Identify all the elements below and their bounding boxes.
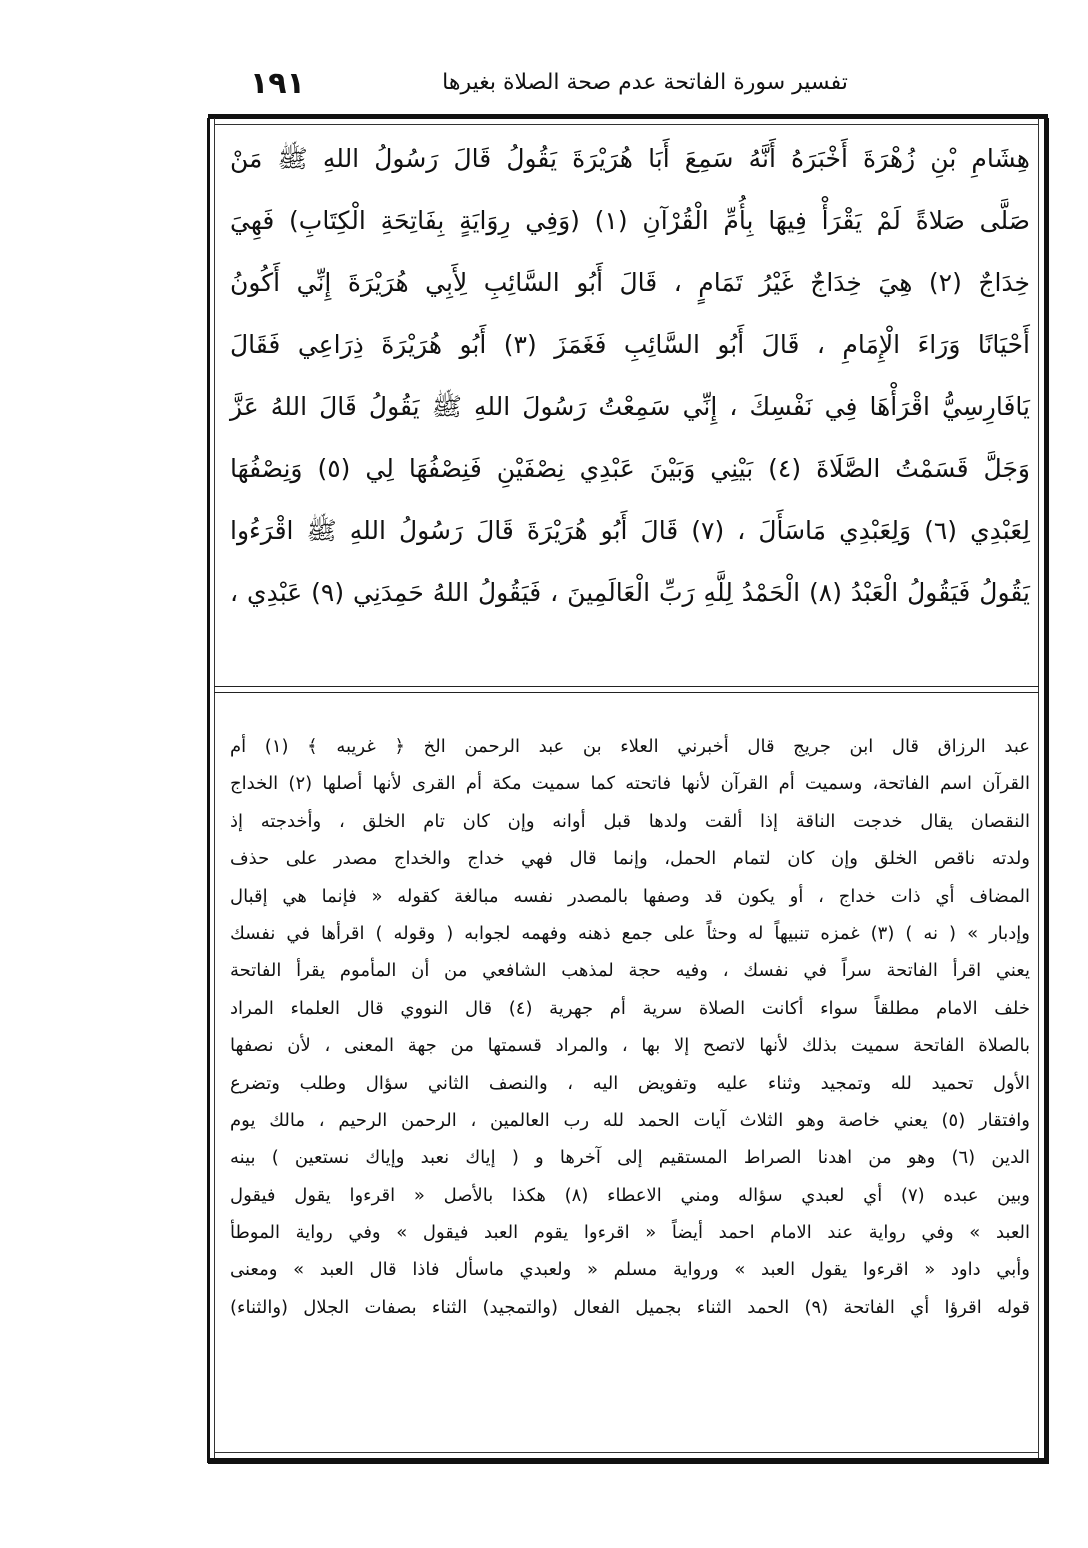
footnote-separator (214, 686, 1039, 687)
footnote-line: خلف الامام مطلقاً سواء أكانت الصلاة سرية أم جهرية (٤) قال النووي قال العلماء المراد (230, 997, 1030, 1019)
inner-top-rule (214, 124, 1039, 125)
text-line: أَحْيَانًا وَرَاءَ الْإِمَامِ ، قَالَ أَبُو السَّائِبِ فَغَمَزَ (٣) أَبُو هُرَيْرَةَ ذِرَاعِي فَقَالَ (230, 330, 1030, 359)
page-number: ١٩١ (250, 66, 305, 101)
text-line: صَلَّى صَلاةً لَمْ يَقْرَأْ فِيهَا بِأُمِّ الْقُرْآنِ (١) (وَفِي رِوَايَةٍ بِفَاتِحَةِ الْكِتَابِ) فَهِيَ (230, 206, 1030, 235)
footnote-line: وبين عبده (٧) أي لعبدي سؤاله ومني الاعطاء (٨) هكذا بالأصل « اقرءوا يقول فيقول (230, 1184, 1030, 1206)
text-line: يَافَارِسِيُّ اقْرَأْهَا فِي نَفْسِكَ ، إِنِّي سَمِعْتُ رَسُولَ اللهِ ﷺ يَقُولُ قَالَ اللهُ عَزَّ (230, 392, 1030, 421)
text-line: وَجَلَّ قَسَمْتُ الصَّلَاةَ (٤) بَيْنِي وَبَيْنَ عَبْدِي نِصْفَيْنِ فَنِصْفُهَا لِي (٥) وَنِصْفُهَا (230, 454, 1030, 483)
footnote-line: عبد الرزاق قال ابن جريج قال أخبرني العلاء بن عبد الرحمن الخ ﴿ غريبه ﴾ (١) أم (230, 736, 1030, 757)
text-line: لِعَبْدِي (٦) وَلِعَبْدِي مَاسَأَلَ ، (٧) قَالَ أَبُو هُرَيْرَةَ قَالَ رَسُولُ اللهِ ﷺ اقْرَءُوا (230, 516, 1030, 545)
footnote-line: بالصلاة الفاتحة سميت بذلك لأنها لاتصح إلا بها ، والمراد قسمتها من جهة المعنى ، لأن نصفها (230, 1035, 1030, 1057)
bottom-border-rule (208, 1458, 1049, 1464)
top-border-rule (208, 114, 1048, 119)
inner-bottom-rule (214, 1452, 1039, 1453)
footnote-line: القرآن اسم الفاتحة، وسميت أم القرآن لأنها فاتحته كما سميت مكة أم القرى لأنها أصلها (٢) الخداج (230, 773, 1030, 795)
right-frame-inner-rule (1038, 118, 1039, 1463)
footnotes-block (230, 728, 1030, 1326)
left-frame-rule (207, 118, 210, 1463)
footnote-separator-double (214, 692, 1039, 693)
footnote-line: وإدبار » ( نه ) (٣) غمزه تنبيهاً له وحثاً على جمع ذهنه وفهمه لجوابه ( وقوله ) اقرأها في نفسك (230, 922, 1030, 944)
footnote-line: قوله اقرؤا أي الفاتحة (٩) الحمد الثناء بجميل الفعال (والتمجيد) الثناء بصفات الجلال (والثناء) (230, 1296, 1030, 1318)
footnote-line: المضاف أي ذات خداج ، أو يكون قد وصفها بالمصدر نفسه مبالغة كقوله « فإنما هي إقبال (230, 885, 1030, 907)
running-title: تفسير سورة الفاتحة عدم صحة الصلاة بغيرها (442, 70, 848, 95)
footnote-line: وافتقار (٥) يعني خاصة وهو الثلاث آيات الحمد لله رب العالمين ، الرحمن الرحيم ، مالك يوم (230, 1109, 1030, 1131)
text-line: خِدَاجٌ (٢) هِيَ خِدَاجٌ غَيْرُ تَمَامٍ ، قَالَ أَبُو السَّائِبِ لِأَبِي هُرَيْرَةَ إِنِّي أَكُونُ (230, 268, 1030, 297)
footnote-line: العبد » وفي رواية عند الامام احمد أيضاً « اقرءوا يقوم العبد فيقول » وفي رواية الموطأ (230, 1222, 1030, 1244)
right-frame-rule (1044, 118, 1049, 1463)
footnote-line: ولدته ناقص الخلق وإن كان لتمام الحمل، وإنما قال فهي خداج والخداج مصدر على حذف (230, 848, 1030, 870)
footnote-line: الأول تحميد لله وتمجيد وثناء عليه وتفويض اليه ، والنصف الثاني سؤال وطلب وتضرع (230, 1072, 1030, 1094)
left-frame-inner-rule (214, 118, 215, 1463)
text-line: يَقُولُ فَيَقُولُ الْعَبْدُ (٨) الْحَمْدُ لِلَّهِ رَبِّ الْعَالَمِينَ ، فَيَقُولُ اللهُ حَمِدَنِي (٩) عَبْدِي ، (230, 578, 1030, 607)
hadith-text-block (230, 128, 1030, 624)
footnote-line: وأبي داود « اقرءوا يقول العبد » ورواية مسلم « ولعبدي ماسأل فاذا قال العبد » ومعنى (230, 1259, 1030, 1281)
footnote-line: النقصان يقال خدجت الناقة إذا ألقت ولدها قبل أوانه وإن كان تام الخلق ، وأخدجته إذ (230, 810, 1030, 832)
text-line: هِشَامِ بْنِ زُهْرَةَ أَخْبَرَهُ أَنَّهُ سَمِعَ أَبَا هُرَيْرَةَ يَقُولُ قَالَ رَسُولُ اللهِ ﷺ مَنْ (230, 144, 1030, 173)
footnote-line: الدين (٦) وهو من اهدنا الصراط المستقيم إلى آخرها و ( إياك نعبد وإياك نستعين ) بينه (230, 1147, 1030, 1169)
footnote-line: يعني اقرأ الفاتحة سراً في نفسك ، وفيه حجة لمذهب الشافعي من أن المأموم يقرأ الفاتحة (230, 960, 1030, 982)
